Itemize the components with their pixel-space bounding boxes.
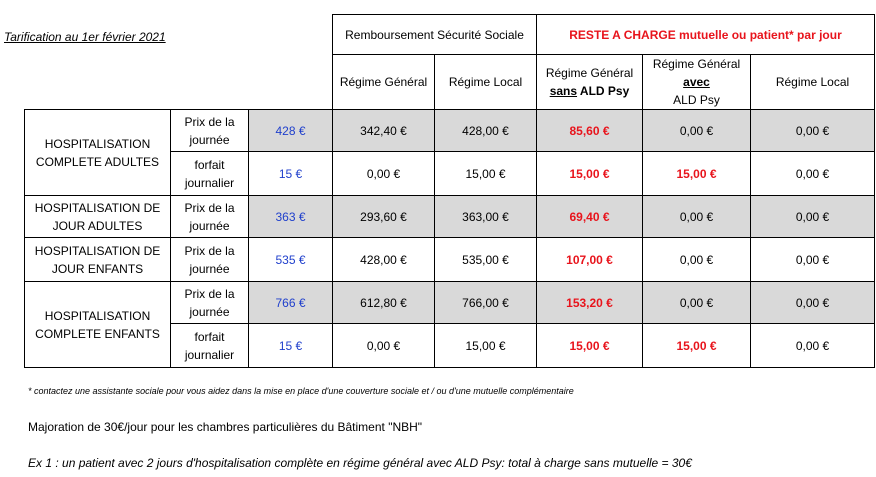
price-cell: 363 € bbox=[249, 196, 333, 238]
rl-cell: 363,00 € bbox=[435, 196, 537, 238]
price-cell: 535 € bbox=[249, 238, 333, 282]
price-cell: 15 € bbox=[249, 324, 333, 368]
rl2-cell: 0,00 € bbox=[751, 196, 875, 238]
avec-ald-cell: 0,00 € bbox=[643, 110, 751, 152]
section-complete-enfants: HOSPITALISATION COMPLETE ENFANTS bbox=[25, 282, 171, 368]
price-cell: 766 € bbox=[249, 282, 333, 324]
row-label: forfait journalier bbox=[171, 152, 249, 196]
rg-cell: 0,00 € bbox=[333, 324, 435, 368]
rl2-cell: 0,00 € bbox=[751, 282, 875, 324]
rg-cell: 293,60 € bbox=[333, 196, 435, 238]
row-label: forfait journalier bbox=[171, 324, 249, 368]
header-rg-sans-ald: Régime Général sans ALD Psy bbox=[537, 55, 643, 110]
sans-ald-cell: 15,00 € bbox=[537, 324, 643, 368]
rl2-cell: 0,00 € bbox=[751, 110, 875, 152]
price-cell: 428 € bbox=[249, 110, 333, 152]
sans-ald-cell: 69,40 € bbox=[537, 196, 643, 238]
section-jour-enfants: HOSPITALISATION DE JOUR ENFANTS bbox=[25, 238, 171, 282]
avec-ald-cell: 15,00 € bbox=[643, 324, 751, 368]
sans-ald-cell: 15,00 € bbox=[537, 152, 643, 196]
avec-ald-cell: 0,00 € bbox=[643, 238, 751, 282]
rg-cell: 342,40 € bbox=[333, 110, 435, 152]
row-label: Prix de la journée bbox=[171, 110, 249, 152]
header-regime-local: Régime Local bbox=[435, 55, 537, 110]
rl-cell: 535,00 € bbox=[435, 238, 537, 282]
rl2-cell: 0,00 € bbox=[751, 238, 875, 282]
header-reste-a-charge: RESTE A CHARGE mutuelle ou patient* par jour bbox=[537, 15, 875, 55]
sans-ald-cell: 153,20 € bbox=[537, 282, 643, 324]
rl2-cell: 0,00 € bbox=[751, 152, 875, 196]
majoration-note: Majoration de 30€/jour pour les chambres particulières du Bâtiment "NBH" bbox=[28, 420, 423, 434]
rg-cell: 428,00 € bbox=[333, 238, 435, 282]
example-note: Ex 1 : un patient avec 2 jours d'hospitalisation complète en régime général avec ALD Psy: total à charge sans mutuelle = 30€ bbox=[28, 456, 692, 470]
row-label: Prix de la journée bbox=[171, 196, 249, 238]
footnote: * contactez une assistante sociale pour vous aidez dans la mise en place d'une couverture sociale et / ou d'une mutuelle complémentaire bbox=[28, 386, 574, 396]
avec-ald-cell: 0,00 € bbox=[643, 196, 751, 238]
row-label: Prix de la journée bbox=[171, 238, 249, 282]
header-remboursement: Remboursement Sécurité Sociale bbox=[333, 15, 537, 55]
section-complete-adultes: HOSPITALISATION COMPLETE ADULTES bbox=[25, 110, 171, 196]
header-regime-local-2: Régime Local bbox=[751, 55, 875, 110]
sans-ald-cell: 85,60 € bbox=[537, 110, 643, 152]
row-label: Prix de la journée bbox=[171, 282, 249, 324]
avec-ald-cell: 15,00 € bbox=[643, 152, 751, 196]
sans-ald-cell: 107,00 € bbox=[537, 238, 643, 282]
tarification-table bbox=[24, 14, 875, 368]
section-jour-adultes: HOSPITALISATION DE JOUR ADULTES bbox=[25, 196, 171, 238]
rl-cell: 15,00 € bbox=[435, 152, 537, 196]
rl-cell: 15,00 € bbox=[435, 324, 537, 368]
rg-cell: 612,80 € bbox=[333, 282, 435, 324]
rl-cell: 766,00 € bbox=[435, 282, 537, 324]
rg-cell: 0,00 € bbox=[333, 152, 435, 196]
rl-cell: 428,00 € bbox=[435, 110, 537, 152]
header-regime-general: Régime Général bbox=[333, 55, 435, 110]
rl2-cell: 0,00 € bbox=[751, 324, 875, 368]
price-cell: 15 € bbox=[249, 152, 333, 196]
page-title: Tarification au 1er février 2021 bbox=[4, 30, 166, 44]
avec-ald-cell: 0,00 € bbox=[643, 282, 751, 324]
header-rg-avec-ald: Régime Général avec ALD Psy bbox=[643, 55, 751, 110]
